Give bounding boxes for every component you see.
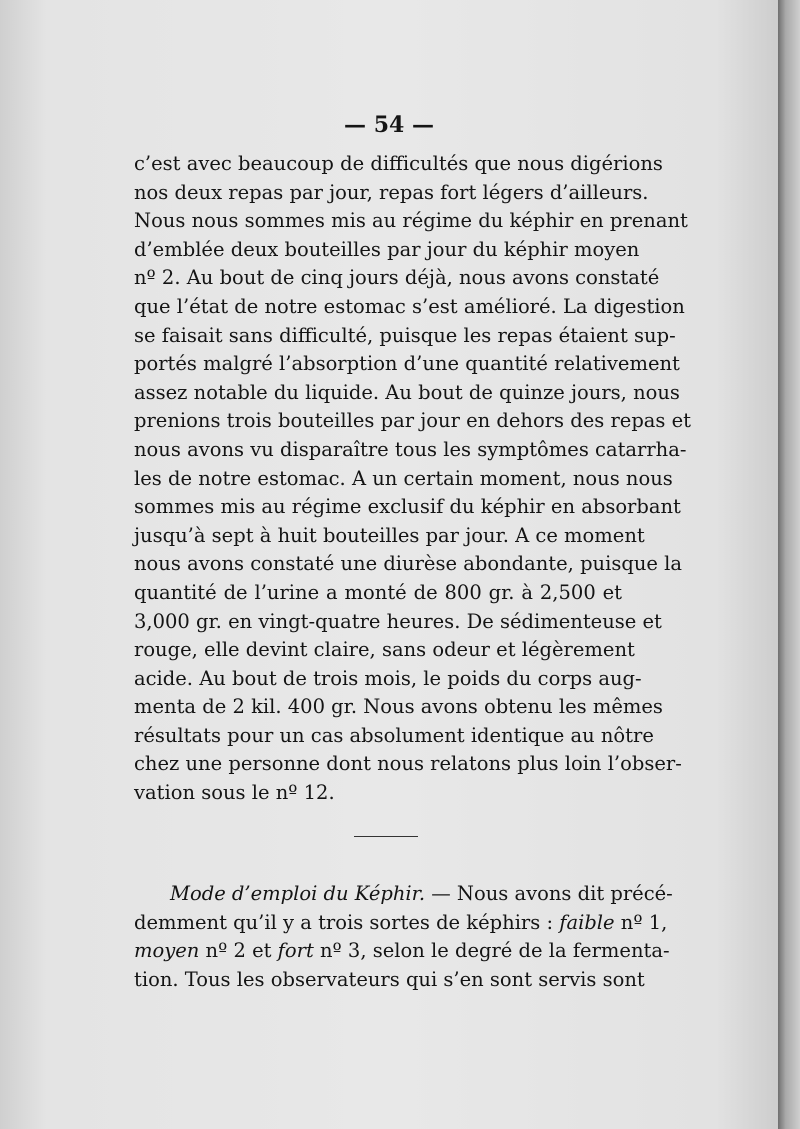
section-text: nº 1,: [614, 910, 668, 934]
text-line: chez une personne dont nous relatons plus loin l’obser-: [134, 752, 682, 776]
text-line: portés malgré l’absorption d’une quantité relativement: [134, 352, 680, 376]
section-text: nº 2 et: [199, 939, 278, 963]
text-line: nous avons constaté une diurèse abondante, puisque la: [134, 552, 682, 576]
section-mode-emploi: [134, 880, 673, 994]
page-number: — 54 —: [344, 112, 434, 138]
term-moyen: moyen: [134, 939, 200, 963]
text-line: nous avons vu disparaître tous les symptômes catarrha-: [134, 437, 687, 461]
text-line: menta de 2 kil. 400 gr. Nous avons obtenu les mêmes: [134, 695, 663, 719]
text-line: 3,000 gr. en vingt-quatre heures. De sédimenteuse et: [134, 609, 662, 633]
section-line: [134, 909, 668, 938]
text-line: jusqu’à sept à huit bouteilles par jour. A ce moment: [134, 523, 645, 547]
text-line: prenions trois bouteilles par jour en dehors des repas et: [134, 409, 692, 433]
section-line: [134, 937, 670, 966]
section-line: tion. Tous les observateurs qui s’en sont servis sont: [134, 967, 645, 991]
section-text: — Nous avons dit précé-: [425, 882, 673, 905]
text-line: c’est avec beaucoup de difficultés que nous digérions: [134, 152, 663, 175]
text-line: acide. Au bout de trois mois, le poids du corps aug-: [134, 666, 642, 690]
text-line: les de notre estomac. A un certain moment, nous nous: [134, 466, 673, 490]
text-line: quantité de l’urine a monté de 800 gr. à 2,500 et: [134, 580, 622, 604]
section-text: demment qu’il y a trois sortes de képhirs :: [134, 910, 560, 934]
text-line: que l’état de notre estomac s’est amélioré. La digestion: [134, 294, 685, 318]
text-line: vation sous le nº 12.: [134, 781, 335, 805]
text-line: nos deux repas par jour, repas fort légers d’ailleurs.: [134, 180, 649, 204]
term-faible: faible: [559, 910, 615, 934]
text-line: nº 2. Au bout de cinq jours déjà, nous avons constaté: [134, 266, 660, 290]
text-line: rouge, elle devint claire, sans odeur et légèrement: [134, 638, 635, 662]
section-text: nº 3, selon le degré de la fermenta-: [313, 939, 670, 963]
text-line: assez notable du liquide. Au bout de quinze jours, nous: [134, 380, 680, 404]
section-divider: [354, 836, 418, 837]
section-line: [134, 880, 673, 909]
text-line: sommes mis au régime exclusif du képhir en absorbant: [134, 495, 681, 519]
section-title: Mode d’emploi du Képhir.: [170, 882, 426, 905]
text-line: résultats pour un cas absolument identique au nôtre: [134, 723, 654, 747]
term-fort: fort: [277, 939, 314, 963]
text-line: d’emblée deux bouteilles par jour du képhir moyen: [134, 237, 640, 261]
text-line: Nous nous sommes mis au régime du képhir en prenant: [134, 209, 688, 233]
main-paragraph: [134, 150, 692, 808]
book-gutter: [778, 0, 800, 1129]
text-line: se faisait sans difficulté, puisque les repas étaient sup-: [134, 323, 676, 347]
